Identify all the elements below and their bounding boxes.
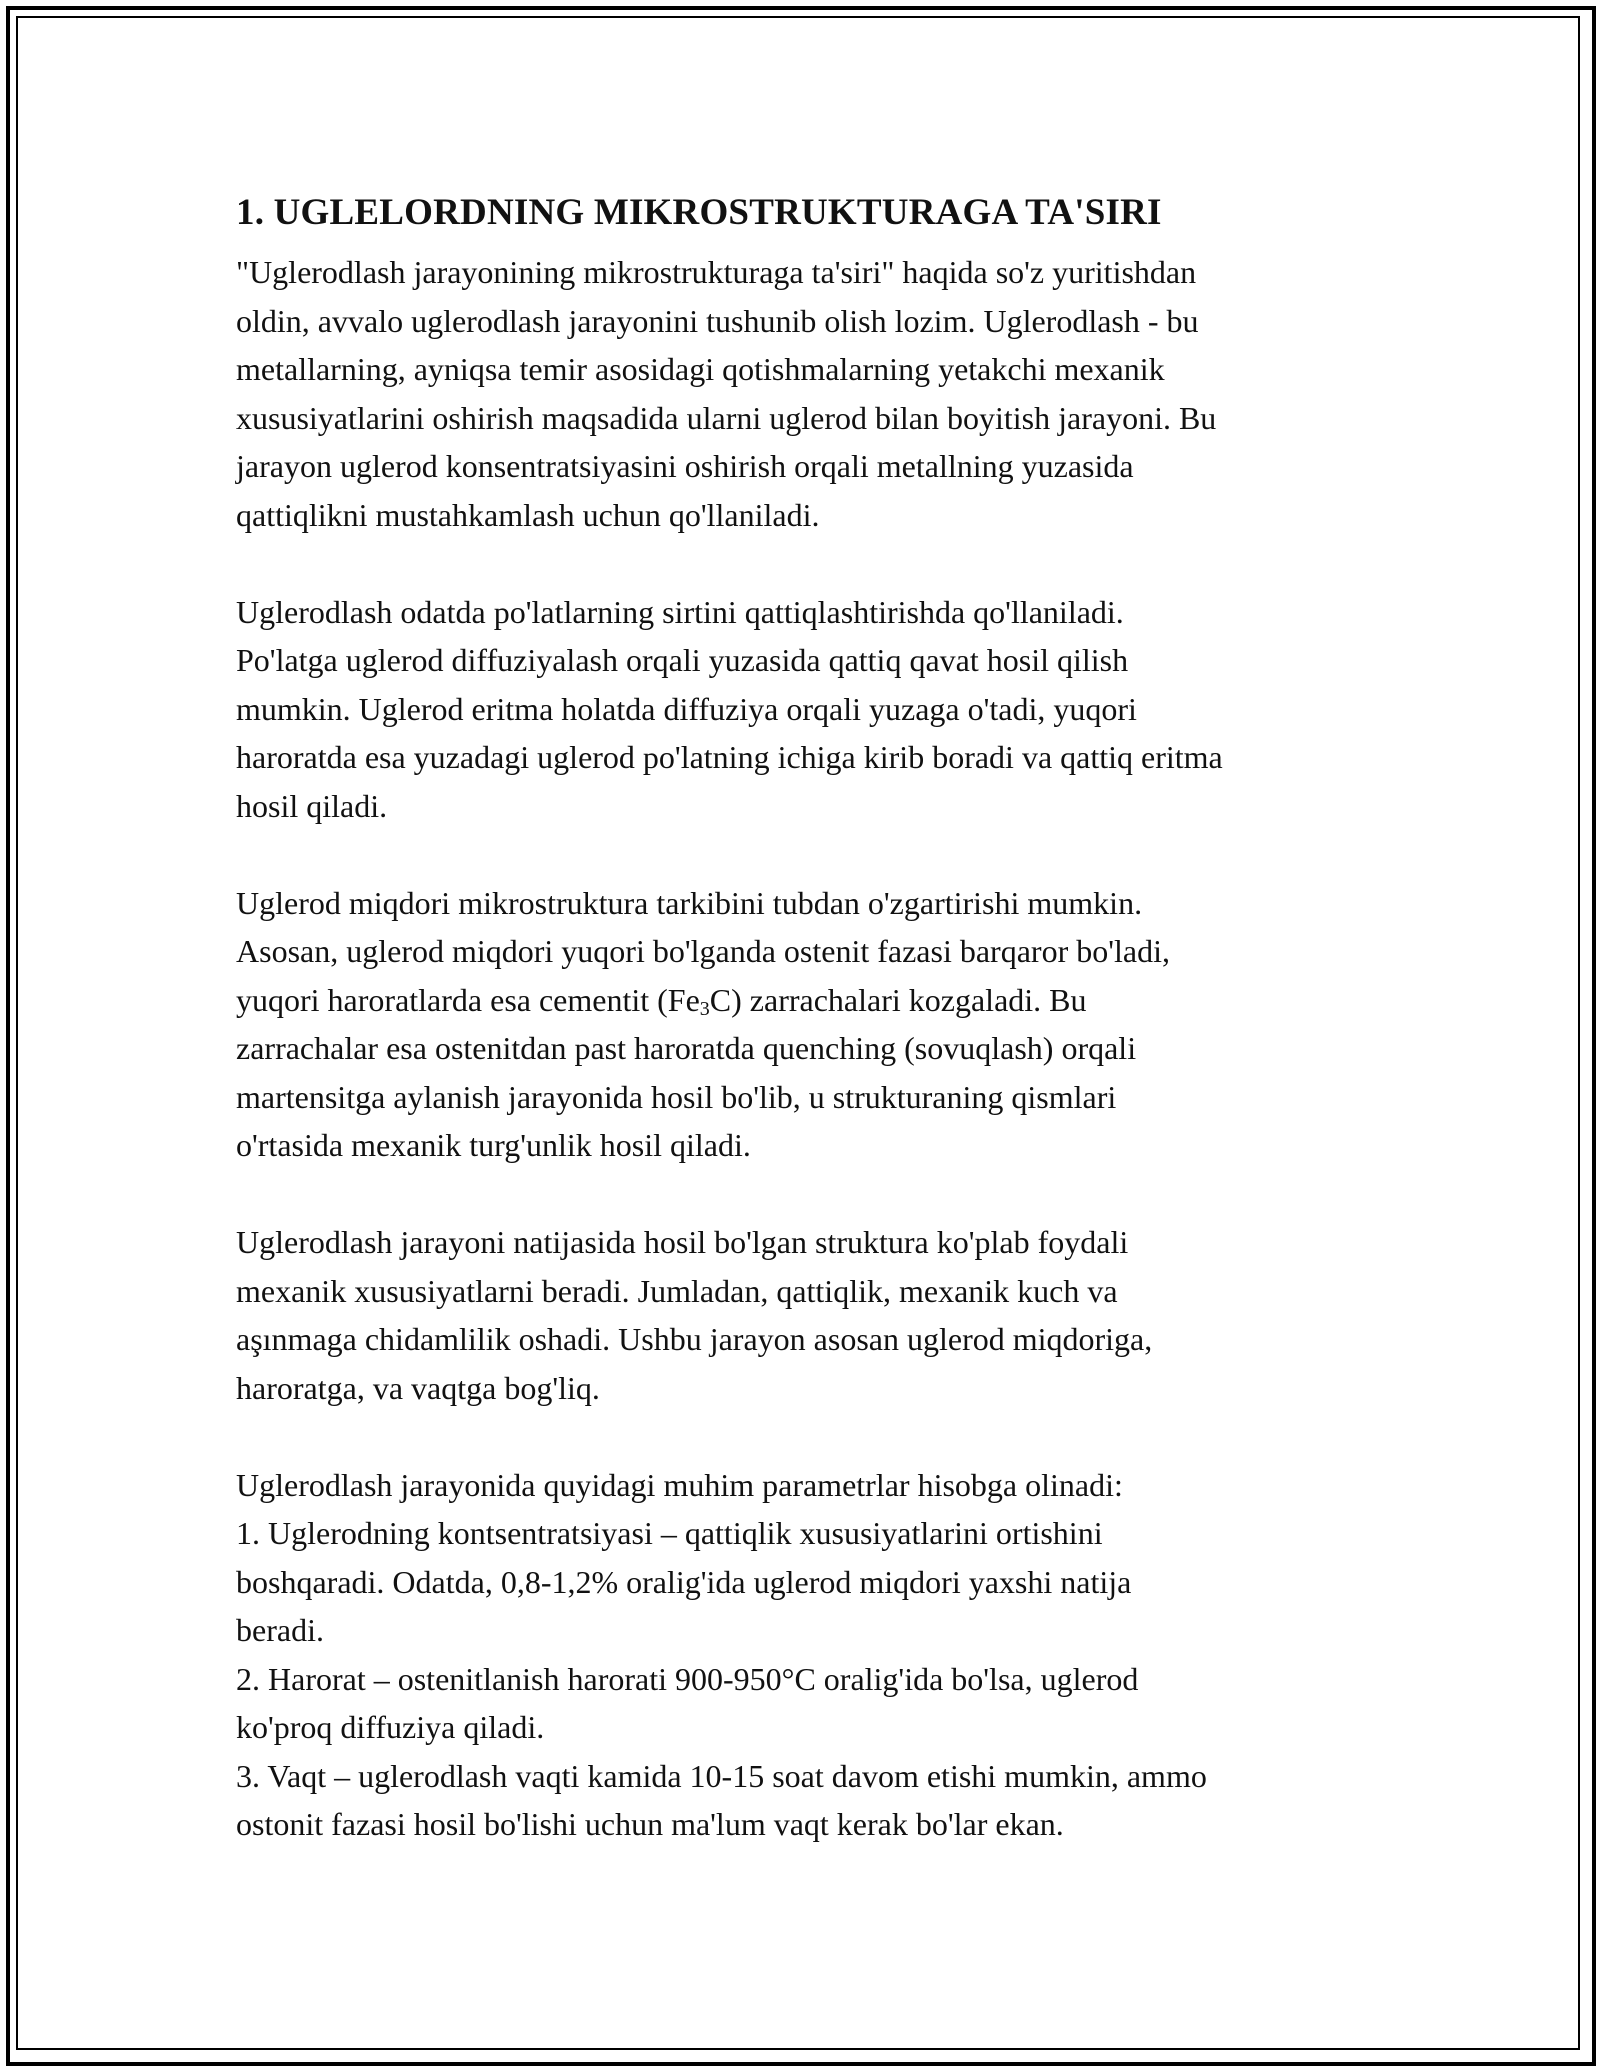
text-line-with-formula — [236, 976, 1376, 1025]
text-line: beradi. — [236, 1612, 324, 1648]
text-line: "Uglerodlash jarayonining mikrostrukturaga ta'siri" haqida so'z yuritishdan — [236, 254, 1197, 290]
text-line: aşınmaga chidamlilik oshadi. Ushbu jarayon asosan uglerod miqdoriga, — [236, 1321, 1153, 1357]
text-line: haroratda esa yuzadagi uglerod po'latning ichiga kirib boradi va qattiq eritma — [236, 739, 1223, 775]
text-line: Uglerodlash jarayoni natijasida hosil bo'lgan struktura ko'plab foydali — [236, 1224, 1129, 1260]
paragraph-properties — [236, 1218, 1376, 1412]
text-fragment: yuqori haroratlarda esa cementit (Fe — [236, 981, 700, 1018]
text-line: hosil qiladi. — [236, 787, 388, 824]
text-line: mexanik xususiyatlarni beradi. Jumladan, qattiqlik, mexanik kuch va — [236, 1272, 1118, 1309]
text-line: ko'proq diffuziya qiladi. — [236, 1709, 545, 1745]
text-line: oldin, avvalo uglerodlash jarayonini tushunib olish lozim. Uglerodlash - bu — [236, 302, 1199, 339]
document-body — [236, 186, 1376, 1849]
text-line: o'rtasida mexanik turg'unlik hosil qiladi. — [236, 1127, 751, 1163]
text-line: Po'latga uglerod diffuziyalash orqali yuzasida qattiq qavat hosil qilish — [236, 642, 1129, 678]
text-line: Uglerodlash jarayonida quyidagi muhim parametrlar hisobga olinadi: — [236, 1466, 1123, 1503]
paragraph-parameters — [236, 1461, 1376, 1849]
text-line: Asosan, uglerod miqdori yuqori bo'lganda ostenit fazasi barqaror bo'ladi, — [236, 933, 1170, 969]
text-line: mumkin. Uglerod eritma holatda diffuziya orqali yuzaga o'tadi, yuqori — [236, 690, 1137, 727]
text-line: Uglerodlash odatda po'latlarning sirtini qattiqlashtirishda qo'llaniladi. — [236, 593, 1124, 630]
text-line: ostonit fazasi hosil bo'lishi uchun ma'lum vaqt kerak bo'lar ekan. — [236, 1806, 1064, 1842]
formula-subscript: 3 — [699, 997, 710, 1020]
text-line: haroratga, va vaqtga bog'liq. — [236, 1369, 600, 1406]
text-line: metallarning, ayniqsa temir asosidagi qotishmalarning yetakchi mexanik — [236, 351, 1165, 387]
list-item: 1. Uglerodning kontsentratsiyasi – qattiqlik xususiyatlarini ortishini — [236, 1515, 1103, 1551]
paragraph-intro — [236, 248, 1376, 539]
text-fragment: C) zarrachalari kozgaladi. Bu — [709, 981, 1087, 1018]
paragraph-microstructure — [236, 879, 1376, 1170]
text-line: boshqaradi. Odatda, 0,8-1,2% oralig'ida uglerod miqdori yaxshi natija — [236, 1563, 1132, 1600]
text-line: martensitga aylanish jarayonida hosil bo'lib, u strukturaning qismlari — [236, 1078, 1117, 1115]
page-title: 1. UGLELORDNING MIKROSTRUKTURAGA TA'SIRI — [236, 192, 1162, 233]
list-item: 3. Vaqt – uglerodlash vaqti kamida 10-15 soat davom etishi mumkin, ammo — [236, 1757, 1207, 1794]
text-line: jarayon uglerod konsentratsiyasini oshirish orqali metallning yuzasida — [236, 448, 1134, 484]
text-line: zarrachalar esa ostenitdan past haroratda quenching (sovuqlash) orqali — [236, 1030, 1137, 1066]
paragraph-surface-hardening — [236, 588, 1376, 831]
text-line: qattiqlikni mustahkamlash uchun qo'llaniladi. — [236, 496, 820, 533]
text-line: xususiyatlarini oshirish maqsadida ularni uglerod bilan boyitish jarayoni. Bu — [236, 399, 1217, 436]
list-item: 2. Harorat – ostenitlanish harorati 900-950°C oralig'ida bo'lsa, uglerod — [236, 1660, 1139, 1697]
text-line: Uglerod miqdori mikrostruktura tarkibini tubdan o'zgartirishi mumkin. — [236, 884, 1143, 921]
